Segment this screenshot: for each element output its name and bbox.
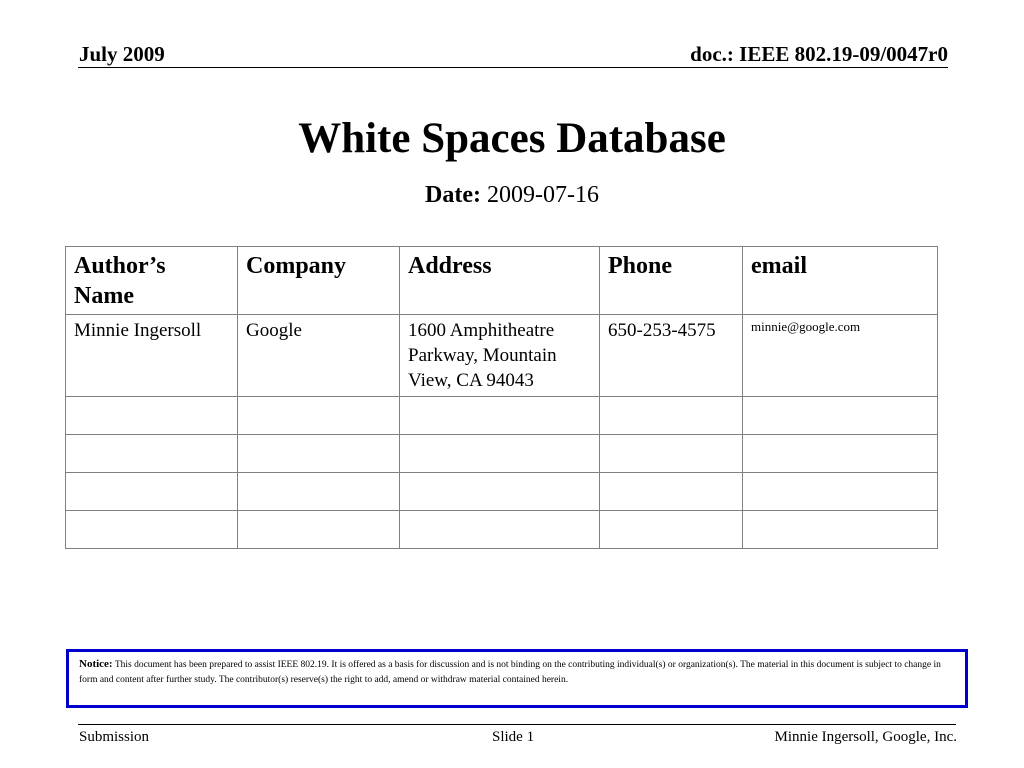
table-cell (238, 511, 400, 549)
email-cell: minnie@google.com (743, 315, 938, 397)
table-row (66, 397, 938, 435)
header-rule (78, 67, 948, 68)
col-phone: Phone (600, 247, 743, 315)
col-email: email (743, 247, 938, 315)
page-title: White Spaces Database (298, 115, 726, 162)
footer-slide-number: Slide 1 (492, 729, 535, 745)
table-cell (400, 397, 600, 435)
table-header-row (66, 247, 938, 315)
header-doc-id: doc.: IEEE 802.19-09/0047r0 (690, 42, 948, 66)
author-name-cell: Minnie Ingersoll (66, 315, 238, 397)
table-cell (400, 511, 600, 549)
table-cell (743, 435, 938, 473)
table-cell (600, 473, 743, 511)
table-cell (400, 473, 600, 511)
notice-box (66, 649, 968, 708)
footer-submission: Submission (79, 729, 150, 745)
notice-label: Notice: (79, 658, 113, 670)
table-cell (66, 473, 238, 511)
authors-table (65, 246, 938, 549)
header-date: July 2009 (79, 42, 165, 66)
phone-cell: 650-253-4575 (600, 315, 743, 397)
footer-rule (78, 724, 956, 725)
table-cell (238, 397, 400, 435)
table-cell (238, 435, 400, 473)
table-cell (600, 511, 743, 549)
table-cell (400, 435, 600, 473)
table-row (66, 435, 938, 473)
table-cell (238, 473, 400, 511)
col-address: Address (400, 247, 600, 315)
table-cell (743, 397, 938, 435)
company-cell: Google (238, 315, 400, 397)
table-row (66, 511, 938, 549)
table-cell (66, 435, 238, 473)
table-cell (600, 435, 743, 473)
date-value: 2009-07-16 (486, 182, 599, 208)
table-row (66, 315, 938, 397)
notice-text: This document has been prepared to assist IEEE 802.19. It is offered as a basis for discussion and is not binding on the contributing individual(s) or organization(s). The material in this document is subject to change in form and content after further study. The contributor(s) reserve(s) the right to add, amend or withdraw material contained herein. (79, 660, 941, 685)
table-cell (66, 397, 238, 435)
footer-author: Minnie Ingersoll, Google, Inc. (774, 729, 957, 745)
date-label: Date: (425, 182, 481, 208)
table-cell (743, 473, 938, 511)
col-company: Company (238, 247, 400, 315)
table-row (66, 473, 938, 511)
col-author-name: Author’s Name (66, 247, 238, 315)
date-line (0, 180, 1024, 210)
table-cell (600, 397, 743, 435)
table-cell (743, 511, 938, 549)
table-cell (66, 511, 238, 549)
address-cell: 1600 Amphitheatre Parkway, Mountain View, CA 94043 (400, 315, 600, 397)
